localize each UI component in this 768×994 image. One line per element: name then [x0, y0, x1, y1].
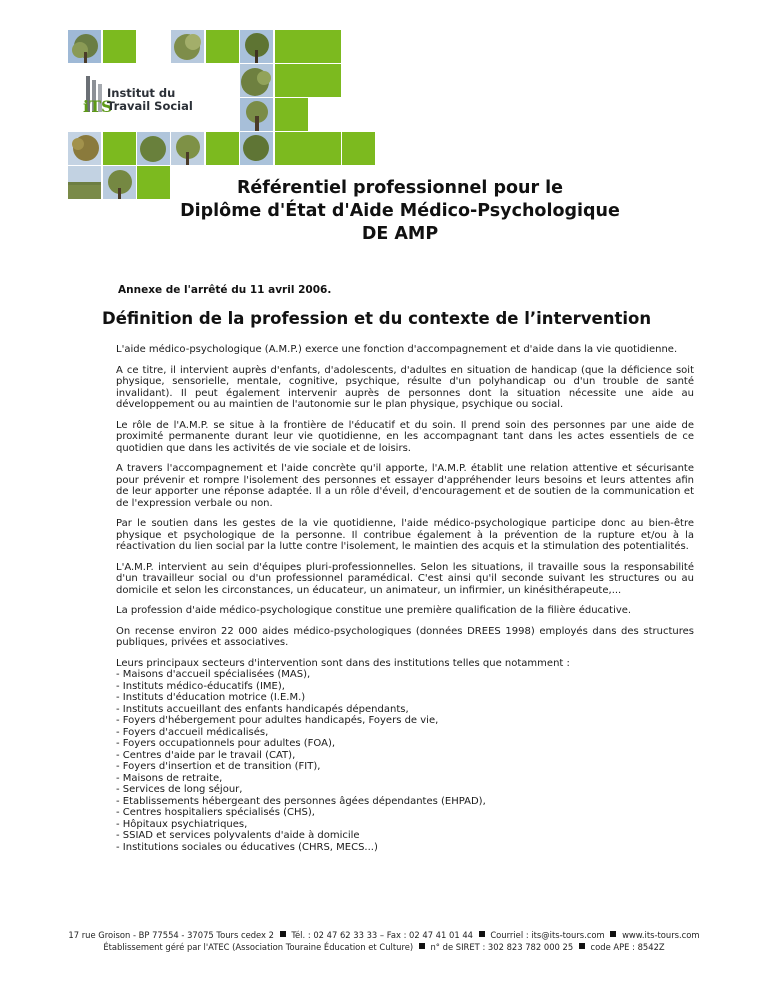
square-bullet-icon: [479, 931, 485, 937]
list-item: - Instituts d'éducation motrice (I.E.M.): [116, 692, 306, 703]
paragraph: L'aide médico-psychologique (A.M.P.) exerce une fonction d'accompagnement et d'aide dans la vie quotidienne.: [116, 344, 678, 355]
green-tile: [206, 30, 239, 63]
list-item: - Etablissements hébergeant des personnes âgées dépendantes (EHPAD),: [116, 795, 486, 807]
list-item: - Foyers occupationnels pour adultes (FOA),: [116, 738, 336, 749]
list-item: - Foyers d'insertion et de transition (FIT),: [116, 761, 321, 772]
list-item: - SSIAD et services polyvalents d'aide à domicile: [116, 830, 360, 841]
footer-line1: [0, 929, 768, 941]
paragraph: La profession d'aide médico-psychologique constitue une première qualification de la filière éducative.: [116, 605, 632, 616]
tree-photo-tile: [171, 30, 204, 63]
list-item: - Instituts médico-éducatifs (IME),: [116, 680, 285, 692]
sector-list: [116, 669, 694, 853]
square-bullet-icon: [579, 943, 585, 949]
paragraph: A ce titre, il intervient auprès d'enfants, d'adolescents, d'adultes en situation de handicap (que la déficience soit physique, sensorielle, mentale, cognitive, psychique, résulte d'un polyhandicap ou d'un trouble de santé invalidant). Il peut également intervenir auprès de personnes dont la situation nécessite une aide au développement ou au maintien de l'autonomie sur le plan physique, psychique ou social.: [116, 364, 694, 410]
footer-line2: [0, 941, 768, 953]
list-item: - Foyers d'hébergement pour adultes handicapés, Foyers de vie,: [116, 715, 439, 726]
footer-address: 17 rue Groison - BP 77554 - 37075 Tours cedex 2: [68, 930, 274, 940]
green-tile: [206, 132, 239, 165]
tree-photo-tile: [240, 64, 273, 97]
square-bullet-icon: [419, 943, 425, 949]
list-item: - Institutions sociales ou éducatives (CHRS, MECS...): [116, 841, 378, 853]
tree-photo-tile: [137, 132, 170, 165]
green-tile: [275, 30, 308, 63]
tree-photo-tile: [240, 98, 273, 131]
list-item: - Maisons de retraite,: [116, 772, 223, 784]
footer-phone: Tél. : 02 47 62 33 33 – Fax : 02 47 41 01 44: [291, 930, 473, 940]
landscape-photo-tile: [68, 166, 101, 199]
green-tile: [275, 132, 308, 165]
paragraph: On recense environ 22 000 aides médico-psychologiques (données DREES 1998) employés dans des structures publiques, privées et associatives.: [116, 625, 694, 648]
green-tile: [308, 64, 341, 97]
page-footer: [0, 929, 768, 953]
logo-text-line1: Institut du: [107, 86, 176, 100]
tree-photo-tile: [240, 132, 273, 165]
annexe-note: Annexe de l'arrêté du 11 avril 2006.: [118, 284, 332, 296]
green-tile: [275, 98, 308, 131]
paragraph: A travers l'accompagnement et l'aide concrète qu'il apporte, l'A.M.P. établit une relation attentive et sécurisante pour prévenir et rompre l'isolement des personnes et essayer d'appréhender leurs besoins et leurs attentes afin de leur apporter une réponse adaptée. Il a un rôle d'éveil, d'encouragement et de soutien de la communication et de l'expression verbale ou non.: [116, 463, 694, 509]
list-item: - Foyers d'accueil médicalisés,: [116, 726, 269, 738]
footer-management: Établissement géré par l'ATEC (Association Touraine Éducation et Culture): [103, 942, 414, 952]
footer-website: www.its-tours.com: [622, 930, 700, 940]
title-line2: Diplôme d'État d'Aide Médico-Psychologique: [180, 201, 620, 221]
green-tile: [103, 132, 136, 165]
green-tile: [275, 64, 308, 97]
logo-text: [107, 87, 193, 113]
list-item: - Centres hospitaliers spécialisés (CHS),: [116, 807, 315, 818]
paragraph: Par le soutien dans les gestes de la vie quotidienne, l'aide médico-psychologique participe donc au bien-être physique et psychologique de la personne. Il contribue également à la prévention de la rupture et/ou à la réactivation du lien social par la lutte contre l'isolement, le maintien des acquis et la stimulation des potentialités.: [116, 518, 694, 552]
title-line3: DE AMP: [361, 224, 439, 244]
list-item: - Centres d'aide par le travail (CAT),: [116, 749, 296, 761]
tree-photo-tile: [68, 132, 101, 165]
list-item: - Services de long séjour,: [116, 784, 243, 795]
tree-photo-tile: [171, 132, 204, 165]
list-item: - Instituts accueillant des enfants handicapés dépendants,: [116, 703, 409, 715]
logo-letters: iTS: [83, 97, 113, 116]
list-item: - Maisons d'accueil spécialisées (MAS),: [116, 669, 311, 680]
logo-text-line2: Travail Social: [107, 99, 193, 113]
square-bullet-icon: [610, 931, 616, 937]
green-tile: [308, 132, 341, 165]
paragraph: Le rôle de l'A.M.P. se situe à la frontière de l'éducatif et du soin. Il prend soin des personnes par une aide de proximité permanente durant leur vie quotidienne, en les accompagnant tant dans les actes essentiels de ce quotidien que dans les activités de vie sociale et de loisirs.: [116, 419, 694, 454]
body-content: [116, 344, 694, 853]
footer-siret: n° de SIRET : 302 823 782 000 25: [430, 942, 574, 952]
footer-ape: code APE : 8542Z: [590, 942, 665, 952]
tree-photo-tile: [68, 30, 101, 63]
footer-email: Courriel : its@its-tours.com: [490, 930, 605, 940]
green-tile: [342, 132, 375, 165]
title-line1: Référentiel professionnel pour le: [236, 178, 564, 198]
green-tile: [103, 30, 136, 63]
list-intro: Leurs principaux secteurs d'intervention sont dans des institutions telles que notamment :: [116, 657, 570, 669]
list-item: - Hôpitaux psychiatriques,: [116, 818, 248, 830]
square-bullet-icon: [280, 931, 286, 937]
tree-photo-tile: [240, 30, 273, 63]
paragraph: L'A.M.P. intervient au sein d'équipes pluri-professionnelles. Selon les situations, il travaille sous la responsabilité d'un travailleur social ou d'un professionnel paramédical. C'est ainsi qu'il seconde suivant les structures ou au domicile et selon les circonstances, un éducateur, un animateur, un infirmier, un kinésithérapeute,...: [116, 561, 694, 596]
section-title: Définition de la profession et du contexte de l’intervention: [102, 309, 652, 328]
document-title: [130, 177, 670, 246]
green-tile: [308, 30, 341, 63]
